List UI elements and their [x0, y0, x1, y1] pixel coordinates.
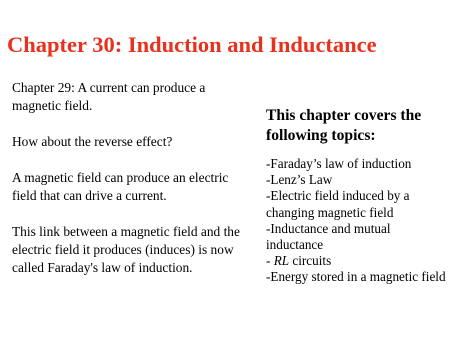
intro-paragraph-2: How about the reverse effect? — [12, 134, 173, 149]
intro-paragraph-3: A magnetic field can produce an electric field that can drive a current. — [12, 170, 229, 203]
topic-item-lenz: -Lenz’s Law — [266, 172, 333, 188]
topics-list — [266, 156, 450, 286]
topics-heading: This chapter covers the following topics: — [266, 107, 422, 144]
topics-column — [266, 106, 450, 286]
intro-text-column — [12, 79, 248, 295]
topic-item-induced-field: -Electric field induced by a changing magnetic field — [266, 188, 410, 220]
intro-paragraph-4: This link between a magnetic field and the electric field it produces (induces) is now called Faraday's law of induction. — [12, 224, 240, 275]
topic-item-rl-circuits: - RL circuits — [266, 253, 332, 269]
topic-item-inductance: -Inductance and mutual inductance — [266, 220, 391, 253]
slide-title: Chapter 30: Induction and Inductance — [7, 32, 377, 57]
topic-item-energy: -Energy stored in a magnetic field — [266, 269, 446, 285]
topic-item-faraday: -Faraday’s law of induction — [266, 156, 412, 171]
intro-paragraph-1: Chapter 29: A current can produce a magnetic field. — [12, 80, 206, 113]
